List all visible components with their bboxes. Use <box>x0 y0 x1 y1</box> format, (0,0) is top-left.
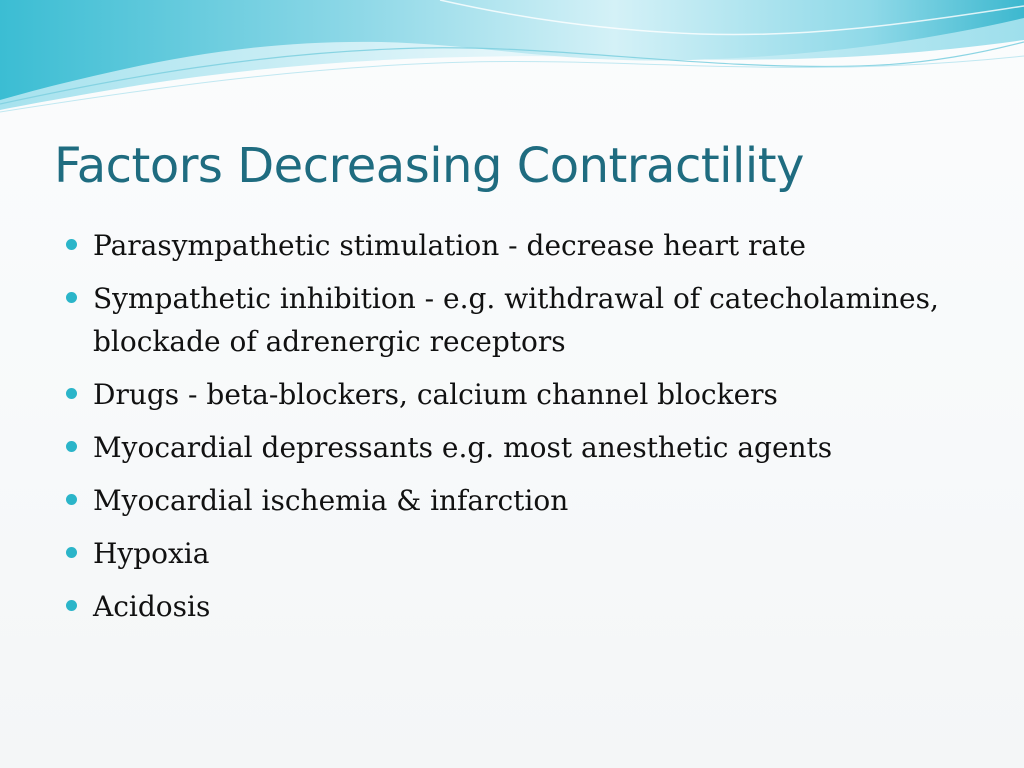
bullet-text: Drugs - beta-blockers, calcium channel blockers <box>93 378 778 411</box>
slide-title: Factors Decreasing Contractility <box>54 138 804 194</box>
bullet-text: Acidosis <box>93 590 211 623</box>
bullet-text: Sympathetic inhibition - e.g. withdrawal of catecholamines, blockade of adrenergic receptors <box>93 282 939 358</box>
bullet-dot-icon <box>66 388 77 399</box>
bullet-dot-icon <box>66 600 77 611</box>
bullet-dot-icon <box>66 441 77 452</box>
bullet-list <box>66 224 946 638</box>
bullet-item <box>66 426 946 469</box>
bullet-dot-icon <box>66 239 77 250</box>
bullet-item <box>66 373 946 416</box>
bullet-text: Parasympathetic stimulation - decrease heart rate <box>93 229 806 262</box>
header-wave-decoration <box>0 0 1024 130</box>
bullet-dot-icon <box>66 547 77 558</box>
bullet-dot-icon <box>66 292 77 303</box>
bullet-item <box>66 224 946 267</box>
bullet-dot-icon <box>66 494 77 505</box>
bullet-item <box>66 479 946 522</box>
bullet-text: Myocardial ischemia & infarction <box>93 484 569 517</box>
bullet-item <box>66 277 946 363</box>
bullet-item <box>66 585 946 628</box>
bullet-text: Myocardial depressants e.g. most anesthetic agents <box>93 431 833 464</box>
bullet-item <box>66 532 946 575</box>
bullet-text: Hypoxia <box>93 537 210 570</box>
